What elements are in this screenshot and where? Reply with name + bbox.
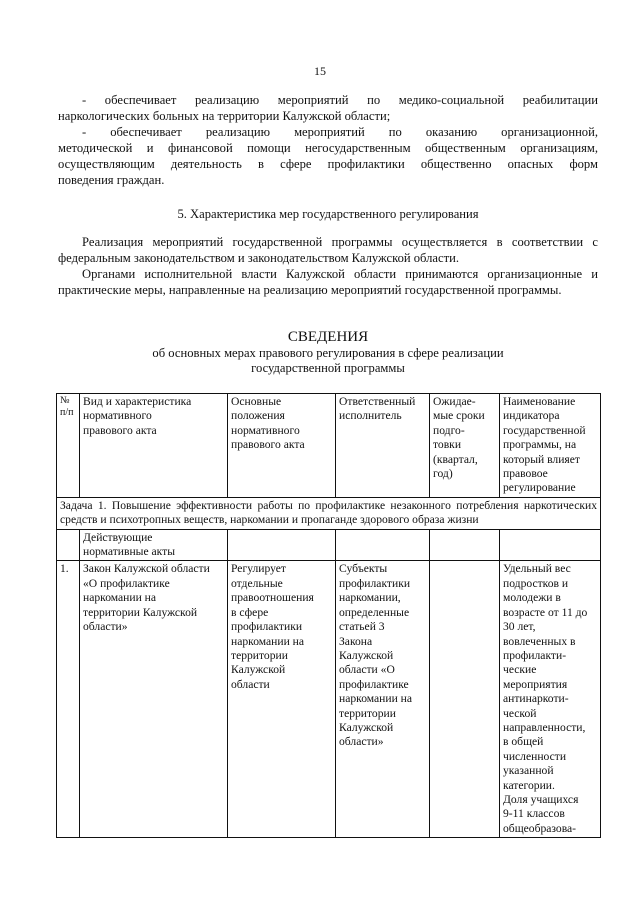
row1-otv: Субъекты профилактики наркомании, определенные статьей 3 Закона Калужской области «О профилактике наркомании на территории Калужской области» (336, 561, 430, 838)
task-row (57, 497, 601, 529)
header-vid: Вид и характеристика нормативного правового акта (80, 394, 228, 498)
intro-text (58, 92, 598, 188)
acts-empty-cell (228, 529, 336, 561)
acts-row (57, 529, 601, 561)
row1-num: 1. (57, 561, 80, 838)
acts-label: Действующие нормативные акты (80, 529, 228, 561)
acts-empty-cell (336, 529, 430, 561)
svedeniya-subtitle-line2: государственной программы (251, 361, 405, 375)
page-number: 15 (314, 64, 326, 78)
intro-para2-line3: осуществляющим деятельность в сфере профилактики общественно опасных форм (58, 157, 598, 171)
table-header-row (57, 394, 601, 498)
svedeniya-title: СВЕДЕНИЯ (287, 329, 369, 345)
acts-empty-cell (430, 529, 500, 561)
svedeniya-subtitle-line1: об основных мерах правового регулирования в сфере реализации (152, 346, 504, 360)
intro-para1-line1: - обеспечивает реализацию мероприятий по медико-социальной реабилитации (82, 93, 598, 107)
acts-num-cell (57, 529, 80, 561)
section-body (58, 234, 598, 298)
header-num: № п/п (57, 394, 80, 498)
section-para2: Органами исполнительной власти Калужской области принимаются организационные и практические меры, направленные на реализацию мероприятий государственной программы. (58, 267, 598, 297)
row1-osn: Регулирует отдельные правоотношения в сфере профилактики наркомании на территории Калужской области (228, 561, 336, 838)
header-ind: Наименование индикатора государственной программы, на который влияет правовое регулирование (500, 394, 601, 498)
row1-ind: Удельный вес подростков и молодежи в возрасте от 11 до 30 лет, вовлеченных в профилакти- ческие мероприятия антинаркоти- ческой направленности, в общей численности указанной категории. Доля учащихся 9-11 классов общеобразова- (500, 561, 601, 838)
task-text: Задача 1. Повышение эффективности работы по профилактике незаконного потребления наркотических средств и психотропных веществ, наркомании и пропаганде здорового образа жизни (57, 497, 601, 529)
intro-para1-line2: наркологических больных на территории Калужской области; (58, 109, 391, 123)
header-osn: Основные положения нормативного правового акта (228, 394, 336, 498)
intro-para2-line2: методической и финансовой помощи негосударственным общественным организациям, (58, 141, 598, 155)
section-title: 5. Характеристика мер государственного регулирования (177, 207, 479, 221)
section-para1: Реализация мероприятий государственной программы осуществляется в соответствии с федеральным законодательством и законодательством Калужской области. (58, 235, 598, 265)
intro-para2-line4: поведения граждан. (58, 173, 165, 187)
intro-para2-line1: - обеспечивает реализацию мероприятий по оказанию организационной, (82, 125, 598, 139)
row1-vid: Закон Калужской области «О профилактике наркомании на территории Калужской области» (80, 561, 228, 838)
regulation-table (56, 393, 601, 838)
row1-srok (430, 561, 500, 838)
header-otv: Ответственный исполнитель (336, 394, 430, 498)
acts-empty-cell (500, 529, 601, 561)
table-row (57, 561, 601, 838)
header-srok: Ожидае- мые сроки подго- товки (квартал, год) (430, 394, 500, 498)
